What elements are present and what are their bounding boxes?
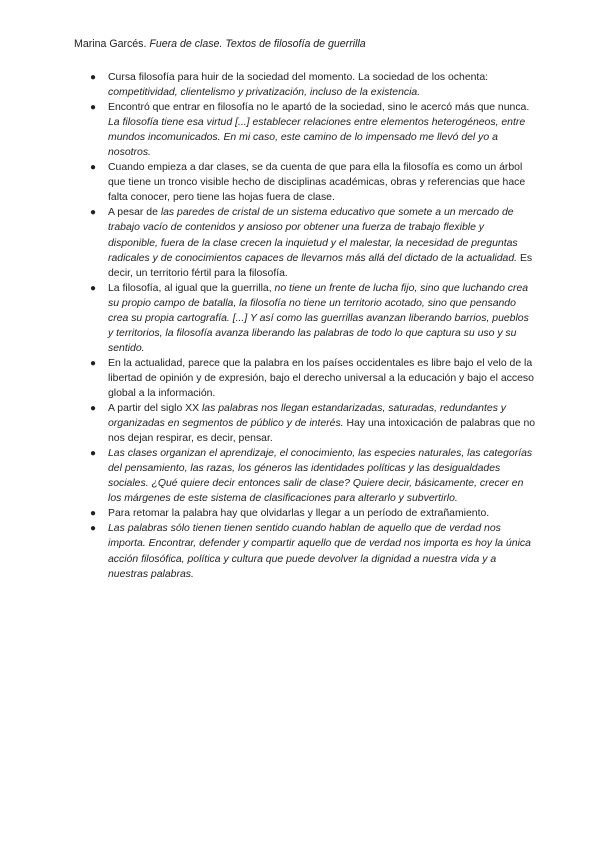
list-item: [90, 205, 536, 280]
body-text: Para retomar la palabra hay que olvidarlas y llegar a un período de extrañamiento.: [108, 508, 490, 520]
list-item: [90, 160, 536, 205]
list-item: [90, 446, 536, 506]
list-item: [90, 356, 536, 401]
body-text: Cuando empieza a dar clases, se da cuenta de que para ella la filosofía es como un árbol que tiene un tronco visible hecho de disciplinas académicas, obras y referencias que hace falta conocer, pero tiene las hojas fuera de clase.: [108, 162, 526, 204]
bullet-icon: ●: [90, 207, 97, 219]
italic-quote-text: La filosofía tiene esa virtud [...] establecer relaciones entre elementos heterogéneos, entre mundos incomunicados. En mi caso, este camino de lo impensado me llevó del yo a nosotros.: [108, 117, 526, 159]
bullet-icon: ●: [90, 102, 97, 114]
bullet-icon: ●: [90, 72, 97, 83]
header-title: Fuera de clase. Textos de filosofía de guerrilla: [149, 38, 366, 50]
italic-quote-text: Las clases organizan el aprendizaje, el conocimiento, las especies naturales, las categorías del pensamiento, las razas, los géneros las identidades políticas y las desigualdades sociales. ¿Qué quiere decir entonces salir de clase? Quiere decir, básicamente, crecer en los márgenes de este sistema de clasificaciones para alterarlo y subvertirlo.: [108, 448, 533, 505]
body-text: Encontró que entrar en filosofía no le apartó de la sociedad, sino le acercó más que nunca.: [108, 102, 530, 114]
italic-quote-text: Las palabras sólo tienen tienen sentido cuando hablan de aquello que de verdad nos importa. Encontrar, defender y compartir aquello que de verdad nos importa es hoy la única acción filosófica, política y cultura que puede devolver la dignidad a nuestra vida y a nuestras palabras.: [108, 523, 531, 580]
bullet-icon: ●: [90, 448, 97, 460]
bullet-icon: ●: [90, 523, 97, 535]
italic-quote-text: las paredes de cristal de un sistema educativo que somete a un mercado de trabajo vacío de contenidos y ansioso por obtener una fuerza de trabajo flexible y disponible, fuera de la clase crecen la inquietud y el malestar, la necesidad de preguntas radicales y de conocimientos capaces de llevarnos más allá del dictado de la actualidad.: [108, 207, 518, 264]
body-text: Cursa filosofía para huir de la sociedad del momento. La sociedad de los ochenta:: [108, 72, 489, 83]
italic-quote-text: no tiene un frente de lucha fijo, sino que luchando crea su propio campo de batalla, la filosofía no tiene un territorio acotado, sino que pensando crea su propia cartografía. [...] Y así como las guerrillas avanzan liberando barrios, pueblos y territorios, la filosofía avanza liberando las palabras de todo lo que captura su uso y su sentido.: [108, 282, 529, 354]
bullet-icon: ●: [90, 282, 97, 294]
bullet-list: [90, 70, 536, 582]
page-header: [74, 37, 574, 52]
bullet-icon: ●: [90, 357, 97, 369]
bullet-icon: ●: [90, 162, 97, 174]
bullet-icon: ●: [90, 508, 97, 520]
list-item: [90, 506, 536, 521]
list-item: [90, 401, 536, 446]
italic-quote-text: competitividad, clientelismo y privatización, incluso de la existencia.: [108, 87, 421, 99]
list-item: [90, 521, 536, 581]
list-item: [90, 100, 536, 160]
body-text: En la actualidad, parece que la palabra en los países occidentales es libre bajo el velo de la libertad de opinión y de expresión, bajo el derecho universal a la educación y bajo el acceso global a la información.: [108, 357, 534, 399]
bullet-icon: ●: [90, 403, 97, 415]
list-item: [90, 281, 536, 356]
body-text: Hay una intoxicación de palabras que no nos dejan respirar, es decir, pensar.: [108, 418, 536, 445]
body-text: A pesar de: [108, 207, 161, 219]
header-author: Marina Garcés.: [74, 38, 147, 50]
italic-quote-text: las palabras nos llegan estandarizadas, saturadas, redundantes y organizadas en segmentos de público y de interés.: [108, 403, 507, 430]
body-text: Es decir, un territorio fértil para la filosofía.: [108, 252, 533, 279]
list-item: [90, 70, 536, 100]
body-text: La filosofía, al igual que la guerrilla,: [108, 282, 275, 294]
body-text: A partir del siglo XX: [108, 403, 202, 415]
